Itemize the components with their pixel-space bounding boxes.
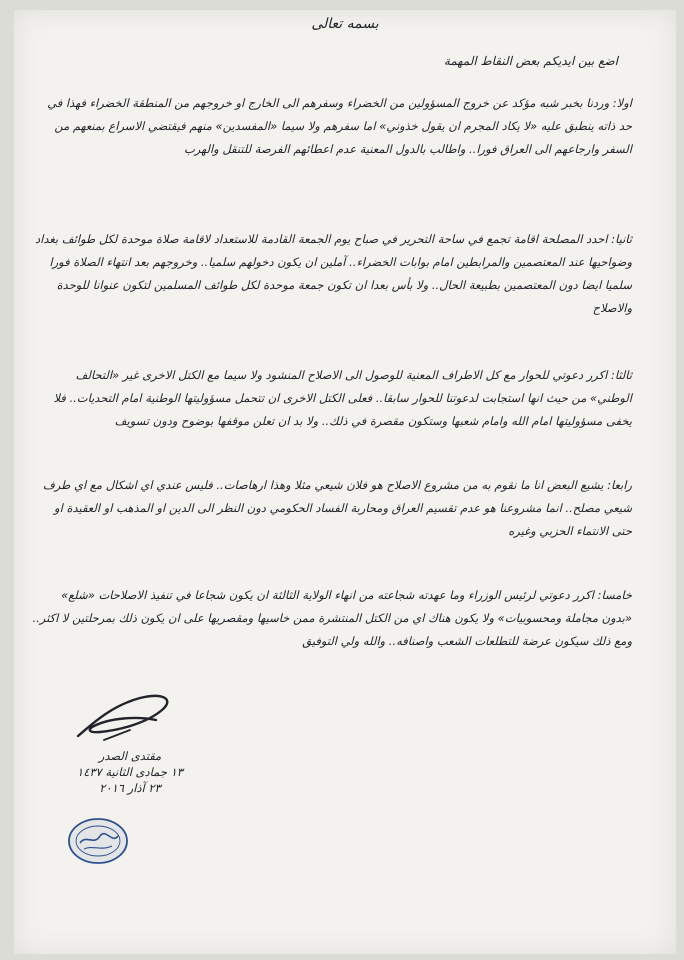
letter-intro: اضع بين ايديكم بعض النقاط المهمة xyxy=(443,54,618,68)
date-hijri: ١٣ جمادى الثانية ١٤٣٧ xyxy=(77,765,183,779)
letter-page xyxy=(14,10,676,954)
letter-heading: بسمه تعالى xyxy=(311,16,379,32)
paragraph-first: اولا: وردنا بخبر شبه مؤكد عن خروج المسؤولين من الخضراء وسفرهم الى الخارج او خروجهم من المنطقة الخضراء فهذا في حد ذاته ينطبق عليه «لا يكاد المجرم ان يقول خذوني» اما سفرهم ولا سيما «المفسدين» منهم فيقتضي الاسراع بمنعهم من السفر وارجاعهم الى العراق فورا.. واطالب بالدول المعنية عدم اعطائهم الفرصة للتنقل والهرب xyxy=(47,96,632,156)
official-seal-stamp xyxy=(66,816,130,866)
paragraph-fifth: خامسا: اكرر دعوتي لرئيس الوزراء وما عهدته شجاعته من انهاء الولاية الثالثة ان يكون شجاعا في تنفيذ الاصلاحات «شلع» «بدون مجاملة ومحسوبيات» ولا يكون هناك اي من الكتل المنتشرة ممن خاسيها ومقصريها على ان يكون ذلك بمرحلتين لا اكثر.. ومع ذلك سيكون عرضة للتطلعات الشعب واصنافه.. والله ولي التوفيق xyxy=(32,588,632,648)
paragraph-third: ثالثا: اكرر دعوتي للحوار مع كل الاطراف المعنية للوصول الى الاصلاح المنشود ولا سيما مع الكتل الاخرى غير «التحالف الوطني» من حيث انها استجابت لدعوتنا للحوار سابقا.. فعلى الكتل الاخرى ان تتحمل مسؤوليتها الوطنية امام التحديات.. فلا يخفى مسؤوليتها امام الله وامام شعبها وستكون مقصرة في ذلك.. ولا بد ان تعلن موقفها بوضوح ودون تسويف xyxy=(53,368,632,428)
date-gregorian: ٢٣ آذار ٢٠١٦ xyxy=(99,781,161,795)
handwritten-signature xyxy=(70,686,180,748)
signature-name: مقتدى الصدر xyxy=(98,749,162,763)
paragraph-fourth: رابعا: يشيع البعض انا ما نقوم به من مشروع الاصلاح هو فلان شيعي مثلا وهذا ارهاصات.. فليس عندي اي اشكال مع اي طرف شيعي مصلح.. انما مشروعنا هو عدم تقسيم العراق ومحاربة الفساد الحكومي دون النظر الى الدين او المذهب او العقيدة او حتى الانتماء الحزبي وغيره xyxy=(42,478,632,538)
paragraph-second: ثانيا: احدد المصلحة اقامة تجمع في ساحة التحرير في صباح يوم الجمعة القادمة للاستعداد لاقامة صلاة موحدة لكل طوائف بغداد وضواحيها عند المعتصمين والمرابطين امام بوابات الخضراء.. آملين ان يكون دخولهم سلميا.. وخروجهم بعد انتهاء الصلاة فورا سلميا ايضا دون المعتصمين بطبيعة الحال.. ولا بأس بعدا ان تكون جمعة موحدة لكل طوائف المسلمين لتكون عنوانا للوحدة والاصلاح xyxy=(35,232,632,315)
signature-block xyxy=(70,686,190,796)
